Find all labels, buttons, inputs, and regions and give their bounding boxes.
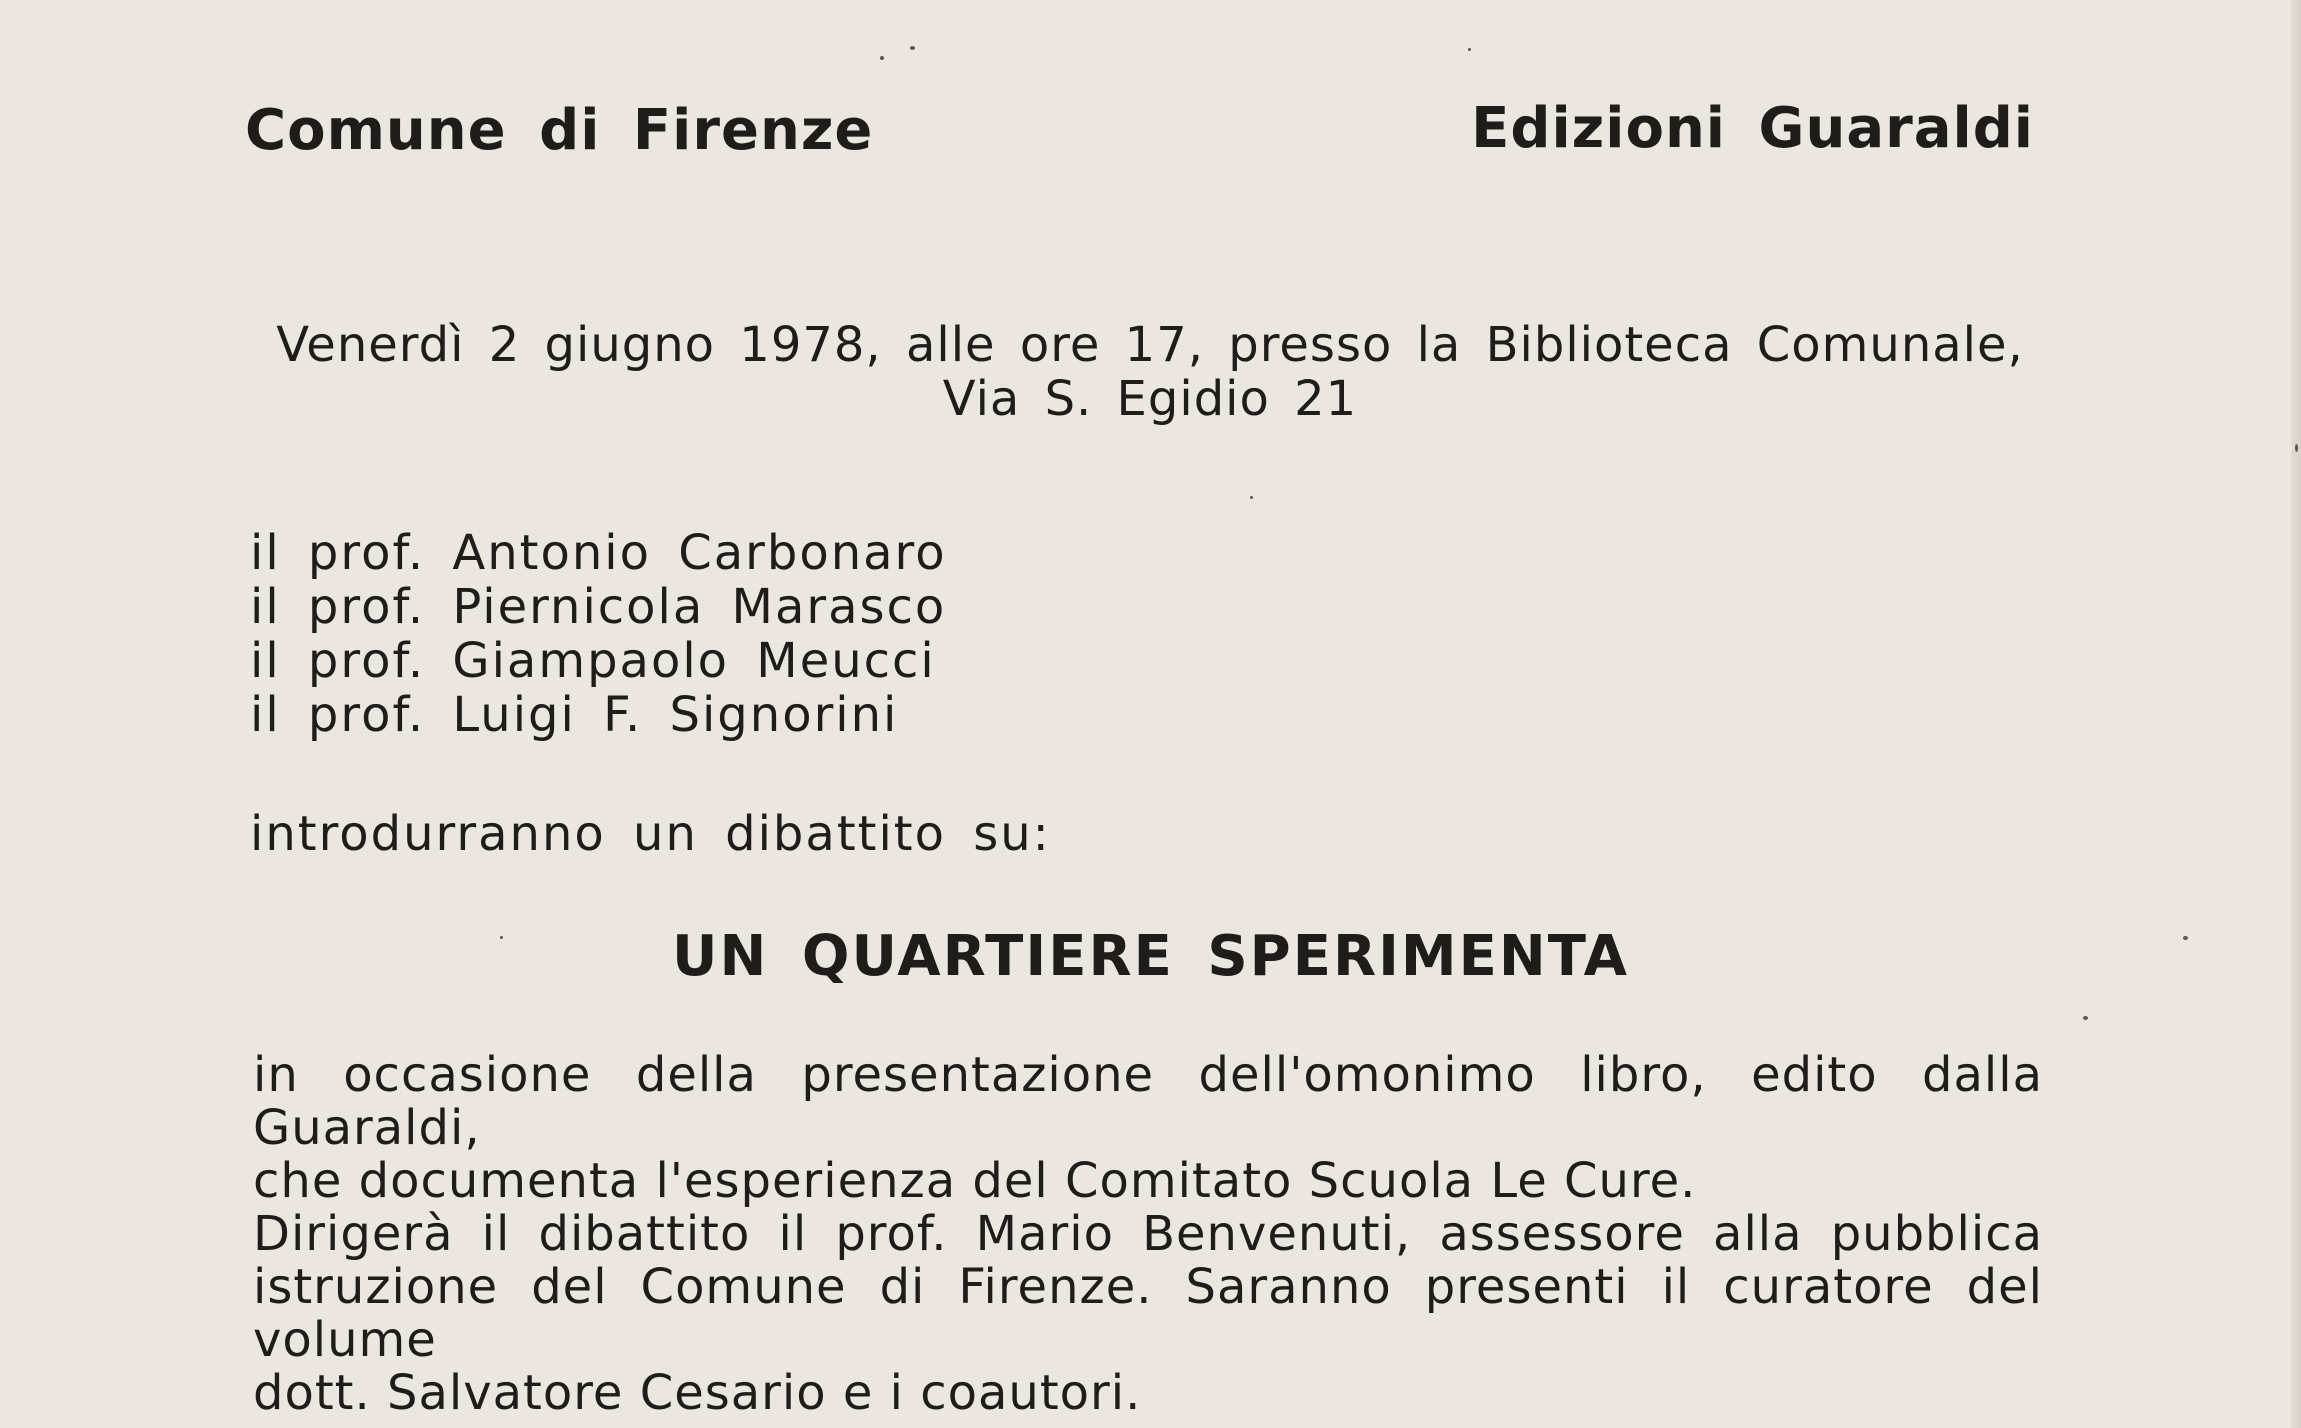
paper-speck <box>500 936 503 939</box>
body-line: istruzione del Comune di Firenze. Saranno presenti il curatore del volume <box>253 1259 2043 1368</box>
event-date-line: Venerdì 2 giugno 1978, alle ore 17, presso la Biblioteca Comunale, <box>276 317 2024 373</box>
body-line: che documenta l'esperienza del Comitato Scuola Le Cure. <box>253 1153 1697 1209</box>
paper-speck <box>1468 48 1471 51</box>
speaker-item: il prof. Luigi F. Signorini <box>250 687 899 743</box>
paper-speck <box>880 56 884 60</box>
event-date-location <box>200 318 2100 426</box>
speaker-item: il prof. Piernicola Marasco <box>250 579 947 635</box>
header-comune: Comune di Firenze <box>245 98 874 163</box>
debate-title: UN QUARTIERE SPERIMENTA <box>672 924 1629 989</box>
event-address-line: Via S. Egidio 21 <box>942 371 1358 427</box>
intro-line: introdurranno un dibattito su: <box>250 806 1051 862</box>
header-publisher: Edizioni Guaraldi <box>1471 96 2034 161</box>
body-line: Dirigerà il dibattito il prof. Mario Benvenuti, assessore alla pubblica <box>253 1206 2043 1262</box>
speakers-list <box>250 526 947 742</box>
speaker-item: il prof. Antonio Carbonaro <box>250 525 947 581</box>
paper-speck <box>2183 936 2188 940</box>
speaker-item: il prof. Giampaolo Meucci <box>250 633 936 689</box>
paper-speck <box>2083 1016 2088 1020</box>
card-edge <box>2291 0 2301 1428</box>
body-line: in occasione della presentazione dell'omonimo libro, edito dalla Guaraldi, <box>253 1047 2043 1156</box>
paper-speck <box>910 46 915 50</box>
paper-speck <box>2295 444 2298 452</box>
body-line: dott. Salvatore Cesario e i coautori. <box>253 1365 1142 1421</box>
paper-speck <box>1250 496 1253 499</box>
body-paragraph <box>253 1049 2043 1420</box>
